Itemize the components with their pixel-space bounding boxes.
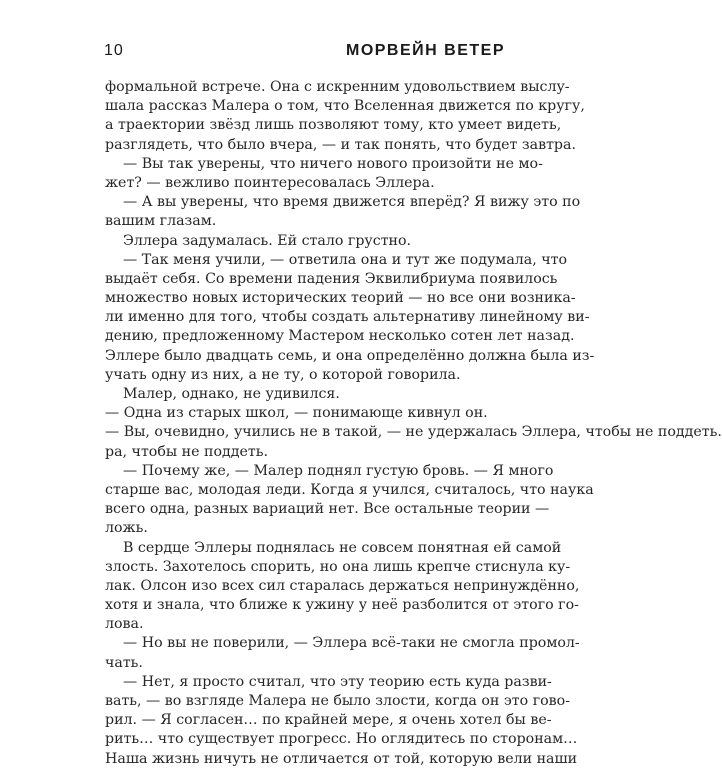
text-line: чать. bbox=[105, 654, 143, 671]
text-line: — Вы так уверены, что ничего нового произойти не мо- bbox=[123, 155, 543, 172]
text-line: выдаёт себя. Со времени падения Эквилибриума появилось bbox=[105, 270, 558, 287]
text-line: разглядеть, что было вчера, — и так понять, что будет завтра. bbox=[105, 136, 576, 153]
text-line: лова. bbox=[105, 616, 144, 633]
text-line: шала рассказ Малера о том, что Вселенная движется по кругу, bbox=[105, 98, 585, 115]
text-line: всего одна, разных вариаций нет. Все остальные теории — bbox=[105, 501, 550, 518]
text-line: ложь. bbox=[105, 520, 148, 537]
text-line: Наша жизнь ничуть не отличается от той, которую вели наши bbox=[105, 750, 578, 767]
text-line: рил. — Я согласен… по крайней мере, я очень хотел бы ве- bbox=[105, 712, 552, 729]
text-line: учать одну из них, а не ту, о которой говорила. bbox=[105, 366, 461, 383]
book-title: МОРВЕЙН ВЕТЕР bbox=[345, 42, 505, 59]
text-line: Малер, однако, не удивился. bbox=[123, 386, 340, 402]
text-line: лак. Олсон изо всех сил старалась держаться непринуждённо, bbox=[105, 577, 580, 594]
text-line: — Почему же, — Малер поднял густую бровь. — Я много bbox=[123, 462, 554, 479]
text-line: — Вы, очевидно, учились не в такой, — не удержалась Эллера, чтобы не поддеть. bbox=[105, 424, 722, 441]
text-line: злость. Захотелось спорить, но она лишь крепче стиснула ку- bbox=[105, 558, 571, 575]
text-line: формальной встрече. Она с искренним удовольствием выслу- bbox=[105, 79, 570, 95]
text-line: Эллера задумалась. Ей стало грустно. bbox=[123, 232, 412, 249]
text-line: — Нет, я просто считал, что эту теорию есть куда разви- bbox=[123, 673, 552, 690]
text-line: В сердце Эллеры поднялась не совсем понятная ей самой bbox=[123, 539, 562, 556]
text-line: хотя и знала, что ближе к ужину у неё разболится от этого го- bbox=[105, 597, 579, 614]
text-line: — А вы уверены, что время движется вперёд? Я вижу это по bbox=[123, 194, 581, 211]
page-number: 10 bbox=[104, 42, 124, 59]
text-line: ра, чтобы не поддеть. bbox=[105, 443, 268, 460]
text-line: дению, предложенному Мастером несколько сотен лет назад. bbox=[105, 328, 575, 345]
text-line: жет? — вежливо поинтересовалась Эллера. bbox=[105, 174, 435, 191]
text-line: — Но вы не поверили, — Эллера всё-таки не смогла промол- bbox=[123, 635, 580, 652]
text-line: вашим глазам. bbox=[105, 213, 217, 230]
text-line: вать, — во взгляде Малера не было злости, когда он это гово- bbox=[105, 693, 571, 709]
text-line: старше вас, молодая леди. Когда я учился, считалось, что наука bbox=[105, 481, 594, 498]
text-line: — Одна из старых школ, — понимающе кивнул он. bbox=[105, 405, 488, 422]
body-text bbox=[105, 78, 722, 769]
text-line: Эллере было двадцать семь, и она определённо должна была из- bbox=[105, 347, 595, 364]
text-line: множество новых исторических теорий — но все они возника- bbox=[105, 290, 576, 307]
text-line: ли именно для того, чтобы создать альтернативу линейному ви- bbox=[105, 309, 590, 326]
text-line: а траектории звёзд лишь позволяют тому, кто умеет видеть, bbox=[105, 117, 562, 134]
text-line: — Так меня учили, — ответила она и тут же подумала, что bbox=[123, 251, 568, 268]
text-line: рить… что существует прогресс. Но оглядитесь по сторонам… bbox=[105, 731, 578, 748]
